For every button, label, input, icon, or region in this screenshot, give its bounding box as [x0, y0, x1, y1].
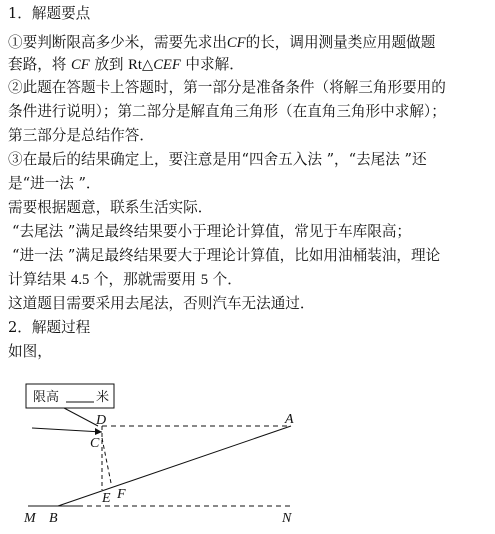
context-note: 需要根据题意，联系生活实际． [8, 199, 213, 216]
point-2-line-2: 条件进行说明）；第二部分是解直角三角形（在直角三角形中求解）； [8, 103, 446, 120]
label-d: D [96, 413, 107, 428]
point-1-line-2 [8, 55, 488, 75]
barrier-arm [32, 428, 102, 432]
label-f: F [117, 487, 126, 502]
rt-triangle-symbol: Rt△ [128, 57, 154, 73]
label-m: M [24, 511, 36, 526]
label-n: N [282, 511, 292, 526]
round-up-note-line-2 [8, 270, 488, 290]
segment-cf: CF [71, 57, 90, 73]
text: 计算结果 [8, 271, 67, 288]
label-e: E [102, 491, 111, 506]
geometry-figure [18, 380, 308, 530]
sign-pointer-line [64, 408, 98, 426]
text: 套路，将 [8, 56, 67, 73]
point-3-line-2: 是“进一法 ”． [8, 175, 101, 192]
triangle-cef: CEF [153, 57, 181, 73]
segment-cf: CF [226, 35, 246, 51]
point-2-line-3: 第三部分是总结作答． [8, 127, 154, 144]
number: 4.5 [71, 272, 90, 288]
text: 的长，调用测量类应用题做题 [245, 34, 436, 51]
label-c: C [90, 436, 100, 451]
section-1-heading: 1．解题要点 [8, 5, 91, 22]
text: ①要判断限高多少米，需要先求出 [8, 34, 227, 51]
sign-label: 限高 [33, 390, 60, 405]
point-1-line-1 [8, 33, 488, 53]
text: 个，那就需要用 [93, 271, 197, 288]
label-b: B [49, 511, 58, 526]
round-up-note-line-1: “进一法 ”满足最终结果要大于理论计算值，比如用油桶装油，理论 [12, 247, 441, 264]
conclusion-note: 这道题目需要采用去尾法，否则汽车无法通过． [8, 295, 315, 312]
label-a: A [285, 412, 294, 427]
round-down-note: “去尾法 ”满足最终结果要小于理论计算值，常见于车库限高； [12, 223, 412, 240]
point-2-line-1: ②此题在答题卡上答题时，第一部分是准备条件（将解三角形要用的 [8, 79, 446, 96]
sign-unit: 米 [96, 390, 110, 405]
point-3-line-1: ③在最后的结果确定上，要注意是用“四舍五入法 ”，“去尾法 ”还 [8, 151, 427, 168]
text: 个． [212, 271, 242, 288]
solution-intro: 如图， [8, 343, 52, 360]
segment-cf [102, 438, 111, 483]
text: 放到 [94, 56, 124, 73]
text: 中求解． [185, 56, 244, 73]
section-2-heading: 2．解题过程 [8, 319, 91, 336]
barrier-arrowhead [95, 428, 102, 435]
number: 5 [200, 272, 209, 288]
